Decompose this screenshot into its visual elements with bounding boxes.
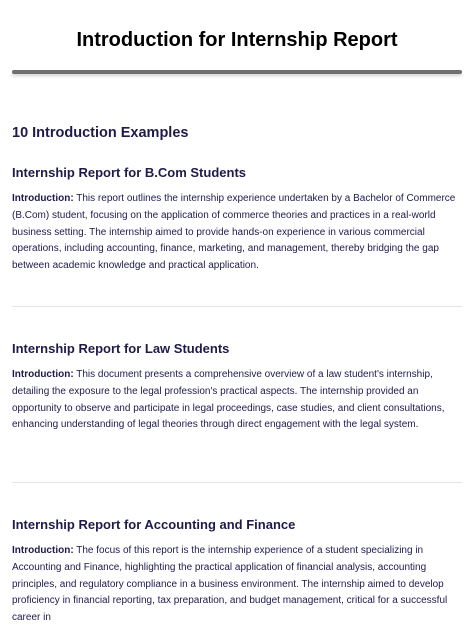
intro-label: Introduction:: [12, 193, 74, 204]
example-bcom: [12, 164, 462, 275]
intro-label: Introduction:: [12, 545, 74, 556]
example-paragraph: [12, 191, 462, 275]
example-heading: Internship Report for Law Students: [12, 341, 230, 356]
example-text: This document presents a comprehensive overview of a law student's internship, detailing the exposure to the legal profession's practical aspects. The internship provided an opportunity to observe and participate in legal proceedings, case studies, and client consultations, enhancing understanding of legal theories through direct engagement with the legal system.: [12, 369, 445, 431]
example-text: The focus of this report is the internship experience of a student specializing in Accounting and Finance, highlighting the practical application of financial analysis, accounting principles, and regulatory compliance in a business environment. The internship aimed to develop proficiency in financial reporting, tax preparation, and budget management, critical for a successful career in: [12, 545, 448, 624]
example-text: This report outlines the internship experience undertaken by a Bachelor of Commerce (B.Com) student, focusing on the application of commerce theories and practices in a real-world business setting. The internship aimed to provide hands-on experience in various commercial operations, including accounting, finance, marketing, and management, thereby bridging the gap between academic knowledge and practical application.: [12, 193, 456, 272]
section-heading: 10 Introduction Examples: [12, 125, 189, 141]
example-paragraph: [12, 543, 462, 627]
section-divider: [12, 482, 462, 483]
example-paragraph: [12, 367, 462, 434]
intro-label: Introduction:: [12, 369, 74, 380]
example-heading: Internship Report for B.Com Students: [12, 165, 246, 180]
example-law: [12, 340, 462, 434]
example-accounting: [12, 516, 462, 627]
example-heading: Internship Report for Accounting and Finance: [12, 517, 296, 532]
page-title: Introduction for Internship Report: [76, 29, 398, 51]
title-divider: [12, 70, 462, 74]
section-divider: [12, 306, 462, 307]
